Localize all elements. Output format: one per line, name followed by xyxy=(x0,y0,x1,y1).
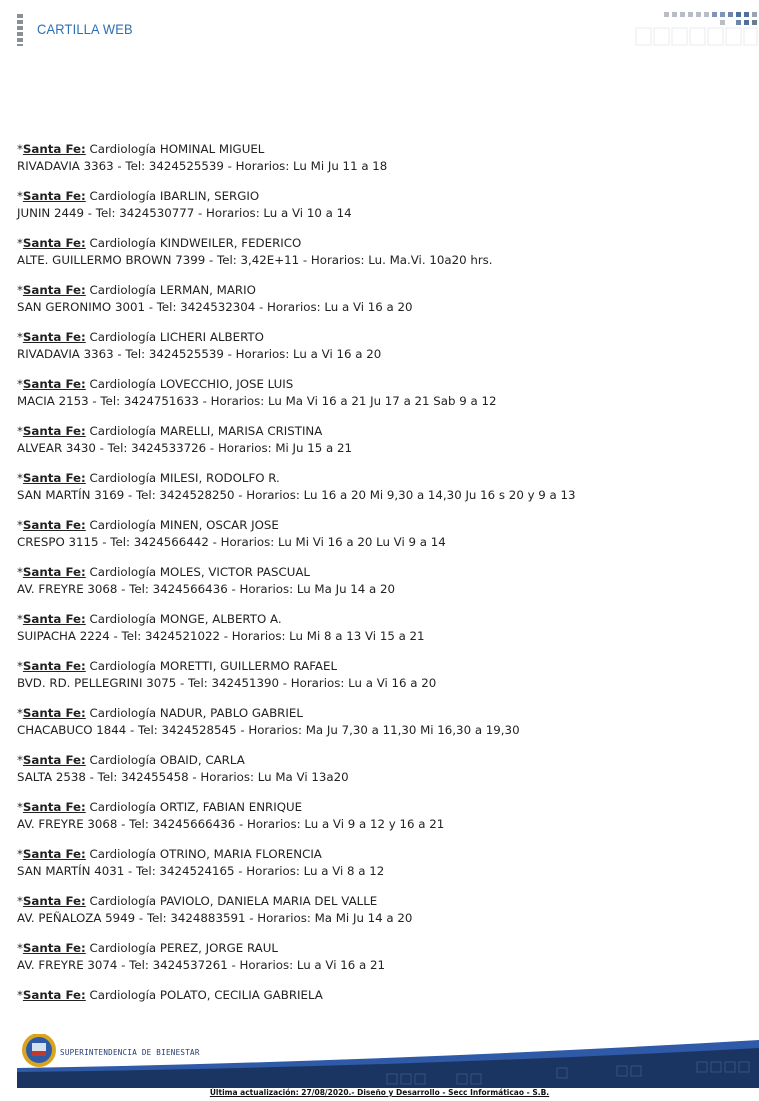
list-item: *Santa Fe: Cardiología PEREZ, JORGE RAUL AV. FREYRE 3074 - Tel: 3424537261 - Horarios: Lu a Vi 16 a 21 xyxy=(17,941,386,972)
provider-detail: CHACABUCO 1844 - Tel: 3424528545 - Horarios: Ma Ju 7,30 a 11,30 Mi 16,30 a 19,30 xyxy=(17,723,520,737)
provider-name: Cardiología PEREZ, JORGE RAUL xyxy=(89,941,278,955)
location-label: Santa Fe: xyxy=(22,189,86,203)
provider-name: Cardiología LERMAN, MARIO xyxy=(89,283,256,297)
location-label: Santa Fe: xyxy=(22,424,86,438)
provider-name: Cardiología HOMINAL MIGUEL xyxy=(89,142,265,156)
list-item: *Santa Fe: Cardiología MOLES, VICTOR PASCUAL AV. FREYRE 3068 - Tel: 3424566436 - Horarios: Lu Ma Ju 14 a 20 xyxy=(17,565,396,596)
list-item: *Santa Fe: Cardiología KINDWEILER, FEDERICO ALTE. GUILLERMO BROWN 7399 - Tel: 3,42E+11 - Horarios: Lu. Ma.Vi. 10a20 hrs. xyxy=(17,236,493,267)
list-item: *Santa Fe: Cardiología MARELLI, MARISA CRISTINA ALVEAR 3430 - Tel: 3424533726 - Horarios: Mi Ju 15 a 21 xyxy=(17,424,352,455)
provider-detail: JUNIN 2449 - Tel: 3424530777 - Horarios: Lu a Vi 10 a 14 xyxy=(17,206,352,220)
location-label: Santa Fe: xyxy=(22,753,86,767)
provider-name: Cardiología MILESI, RODOLFO R. xyxy=(89,471,280,485)
provider-name: Cardiología KINDWEILER, FEDERICO xyxy=(89,236,302,250)
list-item: *Santa Fe: Cardiología NADUR, PABLO GABRIEL CHACABUCO 1844 - Tel: 3424528545 - Horarios: Ma Ju 7,30 a 11,30 Mi 16,30 a 19,30 xyxy=(17,706,520,737)
list-item: *Santa Fe: Cardiología LERMAN, MARIO SAN GERONIMO 3001 - Tel: 3424532304 - Horarios: Lu a Vi 16 a 20 xyxy=(17,283,413,314)
provider-detail: AV. PEÑALOZA 5949 - Tel: 3424883591 - Horarios: Ma Mi Ju 14 a 20 xyxy=(17,911,413,925)
provider-detail: AV. FREYRE 3068 - Tel: 3424566436 - Horarios: Lu Ma Ju 14 a 20 xyxy=(17,582,396,596)
provider-detail: AV. FREYRE 3068 - Tel: 34245666436 - Horarios: Lu a Vi 9 a 12 y 16 a 21 xyxy=(17,817,445,831)
provider-name: Cardiología OBAID, CARLA xyxy=(89,753,245,767)
location-label: Santa Fe: xyxy=(22,659,86,673)
list-item: *Santa Fe: Cardiología HOMINAL MIGUEL RIVADAVIA 3363 - Tel: 3424525539 - Horarios: Lu Mi Ju 11 a 18 xyxy=(17,142,388,173)
provider-name: Cardiología MONGE, ALBERTO A. xyxy=(89,612,282,626)
location-label: Santa Fe: xyxy=(22,236,86,250)
location-label: Santa Fe: xyxy=(22,800,86,814)
footer-last-update: Última actualización: 27/08/2020.- Diseño y Desarrollo - Secc Informáticao - S.B. xyxy=(209,1088,550,1097)
provider-name: Cardiología ORTIZ, FABIAN ENRIQUE xyxy=(89,800,303,814)
provider-detail: SAN MARTÍN 3169 - Tel: 3424528250 - Horarios: Lu 16 a 20 Mi 9,30 a 14,30 Ju 16 s 20 y 9 a 13 xyxy=(17,488,576,502)
provider-detail: RIVADAVIA 3363 - Tel: 3424525539 - Horarios: Lu Mi Ju 11 a 18 xyxy=(17,159,388,173)
footer-banner xyxy=(17,1034,759,1088)
provider-name: Cardiología MINEN, OSCAR JOSE xyxy=(89,518,279,532)
list-item: *Santa Fe: Cardiología POLATO, CECILIA GABRIELA xyxy=(17,988,323,1002)
provider-name: Cardiología NADUR, PABLO GABRIEL xyxy=(89,706,303,720)
location-label: Santa Fe: xyxy=(22,988,86,1002)
provider-detail: SALTA 2538 - Tel: 342455458 - Horarios: Lu Ma Vi 13a20 xyxy=(17,770,349,784)
header-logo-bar xyxy=(17,14,23,46)
location-label: Santa Fe: xyxy=(22,894,86,908)
location-label: Santa Fe: xyxy=(22,518,86,532)
provider-name: Cardiología MOLES, VICTOR PASCUAL xyxy=(89,565,310,579)
provider-detail: ALTE. GUILLERMO BROWN 7399 - Tel: 3,42E+11 - Horarios: Lu. Ma.Vi. 10a20 hrs. xyxy=(17,253,493,267)
list-item: *Santa Fe: Cardiología MORETTI, GUILLERMO RAFAEL BVD. RD. PELLEGRINI 3075 - Tel: 342451390 - Horarios: Lu a Vi 16 a 20 xyxy=(17,659,437,690)
location-label: Santa Fe: xyxy=(22,377,86,391)
list-item: *Santa Fe: Cardiología OTRINO, MARIA FLORENCIA SAN MARTÍN 4031 - Tel: 3424524165 - Horarios: Lu a Vi 8 a 12 xyxy=(17,847,385,878)
location-label: Santa Fe: xyxy=(22,330,86,344)
provider-name: Cardiología POLATO, CECILIA GABRIELA xyxy=(89,988,323,1002)
decorative-squares xyxy=(634,10,759,48)
provider-name: Cardiología LOVECCHIO, JOSE LUIS xyxy=(89,377,294,391)
provider-detail: AV. FREYRE 3074 - Tel: 3424537261 - Horarios: Lu a Vi 16 a 21 xyxy=(17,958,386,972)
list-item: *Santa Fe: Cardiología ORTIZ, FABIAN ENRIQUE AV. FREYRE 3068 - Tel: 34245666436 - Horarios: Lu a Vi 9 a 12 y 16 a 21 xyxy=(17,800,445,831)
location-label: Santa Fe: xyxy=(22,706,86,720)
location-label: Santa Fe: xyxy=(22,471,86,485)
provider-list xyxy=(17,141,747,1017)
provider-name: Cardiología PAVIOLO, DANIELA MARIA DEL VALLE xyxy=(89,894,378,908)
list-item: *Santa Fe: Cardiología MINEN, OSCAR JOSE CRESPO 3115 - Tel: 3424566442 - Horarios: Lu Mi Vi 16 a 20 Lu Vi 9 a 14 xyxy=(17,518,446,549)
location-label: Santa Fe: xyxy=(22,612,86,626)
provider-detail: BVD. RD. PELLEGRINI 3075 - Tel: 342451390 - Horarios: Lu a Vi 16 a 20 xyxy=(17,676,437,690)
list-item: *Santa Fe: Cardiología LICHERI ALBERTO RIVADAVIA 3363 - Tel: 3424525539 - Horarios: Lu a Vi 16 a 20 xyxy=(17,330,382,361)
location-label: Santa Fe: xyxy=(22,565,86,579)
footer-organization: SUPERINTENDENCIA DE BIENESTAR xyxy=(60,1048,200,1057)
provider-detail: ALVEAR 3430 - Tel: 3424533726 - Horarios: Mi Ju 15 a 21 xyxy=(17,441,352,455)
provider-name: Cardiología IBARLIN, SERGIO xyxy=(89,189,260,203)
provider-detail: SAN MARTÍN 4031 - Tel: 3424524165 - Horarios: Lu a Vi 8 a 12 xyxy=(17,864,385,878)
list-item: *Santa Fe: Cardiología IBARLIN, SERGIO JUNIN 2449 - Tel: 3424530777 - Horarios: Lu a Vi 10 a 14 xyxy=(17,189,352,220)
list-item: *Santa Fe: Cardiología MILESI, RODOLFO R. SAN MARTÍN 3169 - Tel: 3424528250 - Horarios: Lu 16 a 20 Mi 9,30 a 14,30 Ju 16 s 20 y 9 a 13 xyxy=(17,471,576,502)
list-item: *Santa Fe: Cardiología MONGE, ALBERTO A. SUIPACHA 2224 - Tel: 3424521022 - Horarios: Lu Mi 8 a 13 Vi 15 a 21 xyxy=(17,612,425,643)
location-label: Santa Fe: xyxy=(22,283,86,297)
location-label: Santa Fe: xyxy=(22,142,86,156)
list-item: *Santa Fe: Cardiología PAVIOLO, DANIELA MARIA DEL VALLE AV. PEÑALOZA 5949 - Tel: 3424883591 - Horarios: Ma Mi Ju 14 a 20 xyxy=(17,894,413,925)
provider-name: Cardiología LICHERI ALBERTO xyxy=(89,330,264,344)
list-item: *Santa Fe: Cardiología OBAID, CARLA SALTA 2538 - Tel: 342455458 - Horarios: Lu Ma Vi 13a20 xyxy=(17,753,349,784)
provider-name: Cardiología OTRINO, MARIA FLORENCIA xyxy=(89,847,322,861)
list-item: *Santa Fe: Cardiología LOVECCHIO, JOSE LUIS MACIA 2153 - Tel: 3424751633 - Horarios: Lu Ma Vi 16 a 21 Ju 17 a 21 Sab 9 a 12 xyxy=(17,377,497,408)
provider-detail: RIVADAVIA 3363 - Tel: 3424525539 - Horarios: Lu a Vi 16 a 20 xyxy=(17,347,382,361)
location-label: Santa Fe: xyxy=(22,941,86,955)
provider-detail: CRESPO 3115 - Tel: 3424566442 - Horarios: Lu Mi Vi 16 a 20 Lu Vi 9 a 14 xyxy=(17,535,446,549)
seal-icon xyxy=(22,1034,56,1067)
page-title: CARTILLA WEB xyxy=(37,21,133,37)
provider-detail: SUIPACHA 2224 - Tel: 3424521022 - Horarios: Lu Mi 8 a 13 Vi 15 a 21 xyxy=(17,629,425,643)
provider-name: Cardiología MARELLI, MARISA CRISTINA xyxy=(89,424,323,438)
provider-detail: MACIA 2153 - Tel: 3424751633 - Horarios: Lu Ma Vi 16 a 21 Ju 17 a 21 Sab 9 a 12 xyxy=(17,394,497,408)
location-label: Santa Fe: xyxy=(22,847,86,861)
provider-detail: SAN GERONIMO 3001 - Tel: 3424532304 - Horarios: Lu a Vi 16 a 20 xyxy=(17,300,413,314)
provider-name: Cardiología MORETTI, GUILLERMO RAFAEL xyxy=(89,659,338,673)
